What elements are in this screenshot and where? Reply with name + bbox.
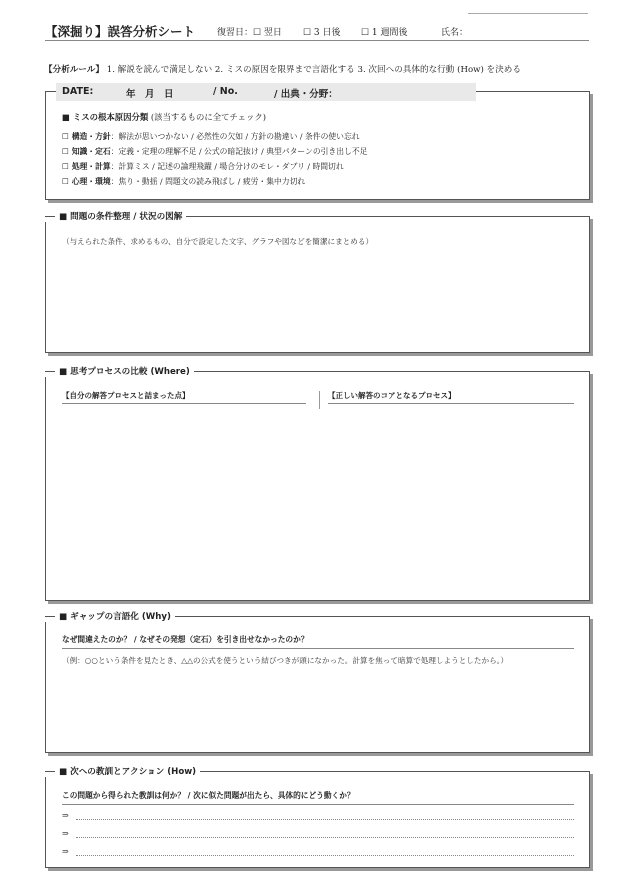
correct-process-heading: 【正しい解答のコアとなるプロセス】 — [328, 390, 574, 404]
root-cause-note: (該当するものに全てチェック) — [150, 112, 267, 122]
root-cause-calculation[interactable]: ☐ 処理・計算：計算ミス / 記述の論理飛躍 / 場合分けのモレ・ダブリ / 時間切れ — [62, 162, 344, 171]
correct-process-area[interactable] — [328, 408, 574, 588]
sheet-title: 【深掘り】誤答分析シート — [45, 24, 196, 39]
review-next-day-checkbox[interactable]: 復習日：☐ 翌日 — [217, 28, 282, 38]
action-line-2[interactable]: ⇒ — [62, 829, 574, 841]
gap-example: （例：○○という条件を見たとき、△△の公式を使うという結びつきが頭になかった。計算を焦って暗算で処理しようとしたから。） — [62, 656, 509, 665]
name-field[interactable] — [468, 13, 588, 14]
date-bar — [56, 83, 476, 101]
root-cause-heading: ■ ミスの根本原因分類 (該当するものに全てチェック) — [62, 112, 267, 122]
action-line-1[interactable]: ⇒ — [62, 811, 574, 823]
review-1week-checkbox[interactable]: ☐ 1 週間後 — [361, 28, 408, 38]
analysis-rules — [44, 63, 521, 75]
gap-question: なぜ間違えたのか？ / なぜその発想（定石）を引き出せなかったのか？ — [62, 634, 574, 649]
my-process-area[interactable] — [62, 408, 306, 588]
rules-label: 【分析ルール】 — [44, 65, 104, 75]
review-3days-checkbox[interactable]: ☐ 3 日後 — [303, 28, 341, 38]
my-process-heading: 【自分の解答プロセスと詰まった点】 — [62, 390, 306, 404]
conditions-legend: ■ 問題の条件整理 / 状況の図解 — [45, 210, 186, 222]
name-label: 氏名： — [441, 28, 469, 38]
date-label: DATE: — [62, 86, 94, 97]
action-legend: ■ 次への教訓とアクション (How) — [45, 765, 200, 777]
conditions-hint: （与えられた条件、求めるもの、自分で設定した文字、グラフや図などを簡潔にまとめる） — [62, 237, 374, 246]
gap-legend: ■ ギャップの言語化 (Why) — [45, 610, 175, 622]
root-cause-list — [62, 129, 367, 189]
action-line-3[interactable]: ⇒ — [62, 847, 574, 859]
root-cause-knowledge[interactable]: ☐ 知識・定石：定義・定理の理解不足 / 公式の暗記抜け / 典型パターンの引き出し不足 — [62, 147, 368, 156]
root-cause-mental[interactable]: ☐ 心理・環境：焦り・動揺 / 問題文の読み飛ばし / 疲労・集中力切れ — [62, 177, 306, 186]
action-question: この問題から得られた教訓は何か？ / 次に似た問題が出たら、具体的にどう動くか？ — [62, 790, 574, 805]
number-field[interactable]: / No. — [213, 86, 238, 97]
date-field[interactable]: 年 月 日 — [126, 89, 174, 100]
source-field[interactable]: / 出典・分野： — [274, 89, 338, 100]
rules-text: 1. 解説を読んで満足しない 2. ミスの原因を限界まで言語化する 3. 次回への具体的な行動 (How) を決める — [106, 65, 521, 75]
root-cause-structure[interactable]: ☐ 構造・方針：解法が思いつかない / 必然性の欠如 / 方針の勘違い / 条件の使い忘れ — [62, 132, 360, 141]
sheet-header — [45, 22, 589, 41]
process-legend: ■ 思考プロセスの比較 (Where) — [45, 365, 194, 377]
process-divider — [319, 391, 320, 409]
